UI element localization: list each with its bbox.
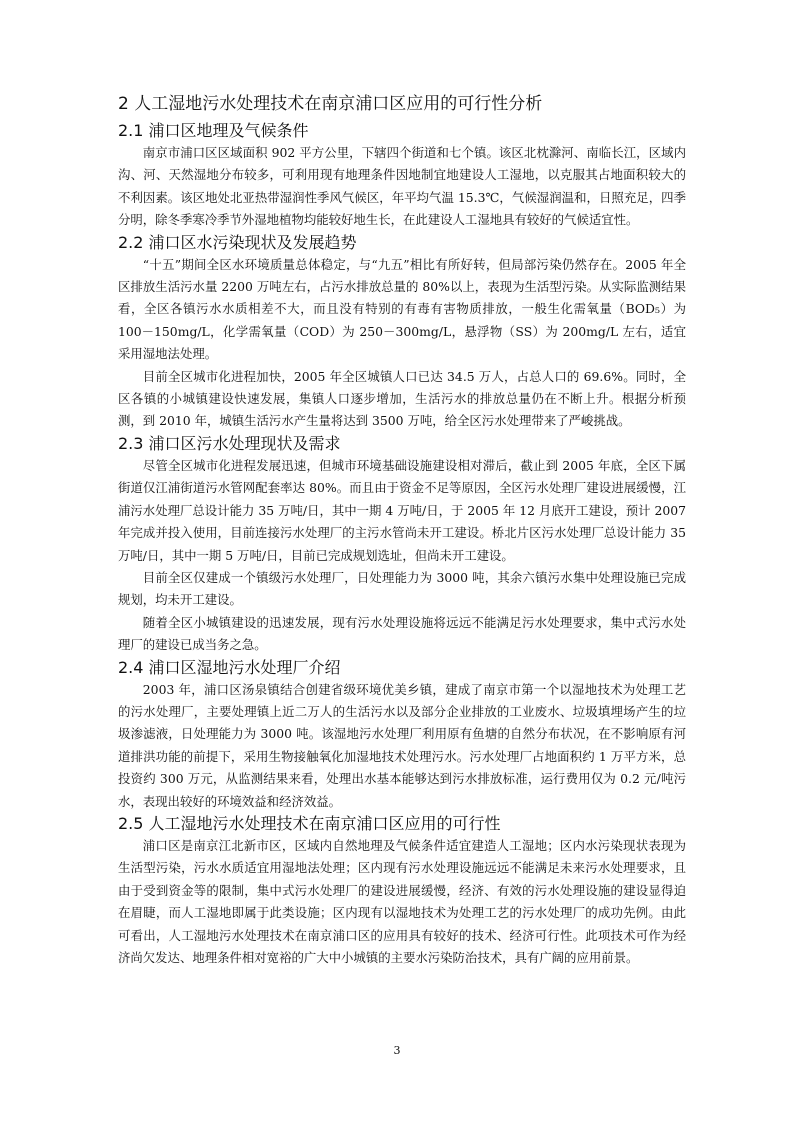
section-2-1 (118, 120, 686, 232)
paragraph: 南京市浦口区区域面积 902 平方公里，下辖四个街道和七个镇。该区北枕滁河、南临长江，区域内沟、河、天然湿地分布较多，可利用现有地理条件因地制宜地建设人工湿地，以克服其占地面积较大的不利因素。该区地处北亚热带湿润性季风气候区，年平均气温 15.3℃，气候湿润温和，日照充足，四季分明，除冬季寒冷季节外湿地植物均能较好地生长，在此建设人工湿地具有较好的气候适宜性。 (118, 145, 686, 228)
section-2-5 (118, 813, 686, 969)
document-body (118, 92, 686, 969)
section-2-4 (118, 657, 686, 813)
section-2-3 (118, 433, 686, 657)
subsection-heading: 2.1 浦口区地理及气候条件 (118, 121, 309, 140)
subsection-heading: 2.2 浦口区水污染现状及发展趋势 (118, 232, 357, 252)
paragraph: 浦口区是南京江北新市区，区域内自然地理及气候条件适宜建造人工湿地；区内水污染现状表现为生活型污染，污水水质适宜用湿地法处理；区内现有污水处理设施远远不能满足未来污水处理要求，且由于受到资金等的限制，集中式污水处理厂的建设进展缓慢，经济、有效的污水处理设施的建设显得迫在眉睫，而人工湿地即属于此类设施；区内现有以湿地技术为处理工艺的污水处理厂的成功先例。由此可看出，人工湿地污水处理技术在南京浦口区的应用具有较好的技术、经济可行性。此项技术可作为经济尚欠发达、地理条件相对宽裕的广大中小城镇的主要水污染防治技术，具有广阔的应用前景。 (118, 837, 686, 965)
paragraph: 2003 年，浦口区汤泉镇结合创建省级环境优美乡镇，建成了南京市第一个以湿地技术为处理工艺的污水处理厂，主要处理镇上近二万人的生活污水以及部分企业排放的工业废水、垃圾填埋场产生的垃圾渗滤液，日处理能力为 3000 吨。该湿地污水处理厂利用原有鱼塘的自然分布状况，在不影响原有河道排洪功能的前提下，采用生物接触氧化加湿地技术处理污水。污水处理厂占地面积约 1 万平方米，总投资约 300 万元，从监测结果来看，处理出水基本能够达到污水排放标准，运行费用仅为 0.2 元/吨污水，表现出较好的环境效益和经济效益。 (118, 681, 686, 809)
paragraph: “十五”期间全区水环境质量总体稳定，与“九五”相比有所好转，但局部污染仍然存在。2005 年全区排放生活污水量 2200 万吨左右，占污水排放总量的 80%以上，表现为生活型污染。从实际监测结果看，全区各镇污水水质相差不大，而且没有特别的有毒有害物质排放，一般生化需氧量（BOD₅）为 100－150mg/L，化学需氧量（COD）为 250－300mg/L，悬浮物（SS）为 200mg/L 左右，适宜采用湿地法处理。 (118, 256, 686, 362)
section-2-2 (118, 232, 686, 433)
paragraph: 随着全区小城镇建设的迅速发展，现有污水处理设施将远远不能满足污水处理要求，集中式污水处理厂的建设已成当务之急。 (118, 614, 686, 653)
paragraph: 尽管全区城市化进程发展迅速，但城市环境基础设施建设相对滞后，截止到 2005 年底，全区下属街道仅江浦街道污水管网配套率达 80%。而且由于资金不足等原因，全区污水处理厂建设进展缓慢，江浦污水处理厂总设计能力 35 万吨/日，其中一期 4 万吨/日，于 2005 年 12 月底开工建设，预计 2007 年完成并投入使用，目前连接污水处理厂的主污水管尚未开工建设。桥北片区污水处理厂总设计能力 35 万吨/日，其中一期 5 万吨/日，目前已完成规划选址，但尚未开工建设。 (118, 457, 686, 563)
subsection-heading: 2.5 人工湿地污水处理技术在南京浦口区应用的可行性 (118, 813, 501, 833)
subsection-heading: 2.4 浦口区湿地污水处理厂介绍 (118, 657, 341, 677)
subsection-heading: 2.3 浦口区污水处理现状及需求 (118, 433, 341, 453)
paragraph: 目前全区仅建成一个镇级污水处理厂，日处理能力为 3000 吨，其余六镇污水集中处理设施已完成规划，均未开工建设。 (118, 569, 686, 608)
paragraph: 目前全区城市化进程加快，2005 年全区城镇人口已达 34.5 万人，占总人口的 69.6%。同时，全区各镇的小城镇建设快速发展，集镇人口逐步增加，生活污水的排放总量仍在不断上升。根据分析预测，到 2010 年，城镇生活污水产生量将达到 3500 万吨，给全区污水处理带来了严峻挑战。 (118, 368, 686, 429)
page-number: 3 (393, 1044, 401, 1057)
section-title: 2 人工湿地污水处理技术在南京浦口区应用的可行性分析 (118, 94, 543, 114)
